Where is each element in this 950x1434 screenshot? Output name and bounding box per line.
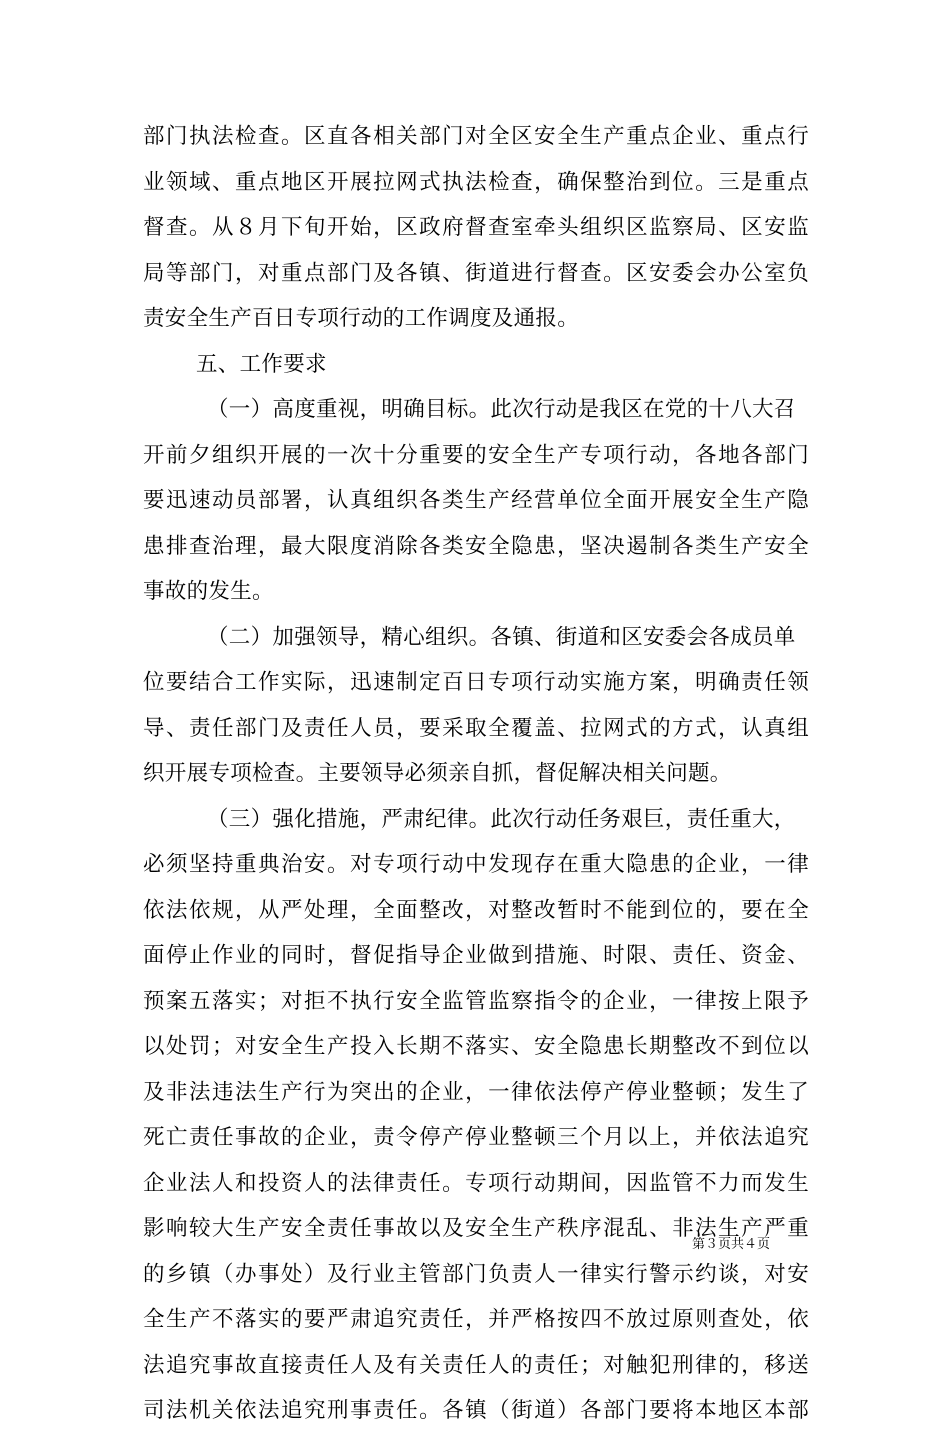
text-line: 要迅速动员部署，认真组织各类生产经营单位全面开展安全生产隐 [143,488,809,513]
text-line: 部门执法检查。区直各相关部门对全区安全生产重点企业、重点行 [143,124,809,149]
text-line: 患排查治理，最大限度消除各类安全隐患，坚决遏制各类生产安全 [143,533,809,559]
text-line: 全生产不落实的要严肃追究责任，并严格按四不放过原则查处，依 [143,1307,809,1332]
text-line: 位要结合工作实际，迅速制定百日专项行动实施方案，明确责任领 [143,670,809,695]
text-line: 导、责任部门及责任人员，要采取全覆盖、拉网式的方式，认真组 [143,715,809,741]
text-line: 司法机关依法追究刑事责任。各镇（街道）各部门要将本地区本部 [143,1398,809,1423]
text-line: 依法依规，从严处理，全面整改，对整改暂时不能到位的，要在全 [143,897,809,923]
text-line: （一）高度重视，明确目标。此次行动是我区在党的十八大召 [207,397,796,422]
text-line: 业领域、重点地区开展拉网式执法检查，确保整治到位。三是重点 [143,169,809,195]
text-line: 开前夕组织开展的一次十分重要的安全生产专项行动，各地各部门 [143,442,809,468]
text-line: 预案五落实；对拒不执行安全监管监察指令的企业，一律按上限予 [143,988,809,1014]
text-line: 织开展专项检查。主要领导必须亲自抓，督促解决相关问题。 [143,761,732,786]
section-heading: 五、工作要求 [196,351,327,377]
text-line: 局等部门，对重点部门及各镇、街道进行督查。区安委会办公室负 [143,260,809,286]
text-line: 责安全生产百日专项行动的工作调度及通报。 [143,306,580,331]
text-line: 必须坚持重典治安。对专项行动中发现存在重大隐患的企业，一律 [143,852,809,877]
text-line: （三）强化措施，严肃纪律。此次行动任务艰巨，责任重大， [207,806,796,832]
text-line: 法追究事故直接责任人及有关责任人的责任；对触犯刑律的，移送 [143,1352,809,1378]
text-line: 面停止作业的同时，督促指导企业做到措施、时限、责任、资金、 [143,943,809,968]
text-line: 督查。从８月下旬开始，区政府督查室牵头组织区监察局、区安监 [143,215,809,240]
text-line: 死亡责任事故的企业，责令停产停业整顿三个月以上，并依法追究 [143,1125,809,1150]
text-line: 的乡镇（办事处）及行业主管部门负责人一律实行警示约谈，对安 [143,1261,809,1287]
page-number: 第３页共４页 [692,1237,771,1252]
text-line: 事故的发生。 [143,579,274,604]
text-line: 及非法违法生产行为突出的企业，一律依法停产停业整顿；发生了 [143,1079,809,1105]
text-line: （二）加强领导，精心组织。各镇、街道和区安委会各成员单 [207,624,796,650]
text-line: 企业法人和投资人的法律责任。专项行动期间，因监管不力而发生 [143,1170,809,1196]
text-line: 以处罚；对安全生产投入长期不落实、安全隐患长期整改不到位以 [143,1034,809,1059]
text-line: 影响较大生产安全责任事故以及安全生产秩序混乱、非法生产严重 [143,1216,809,1241]
